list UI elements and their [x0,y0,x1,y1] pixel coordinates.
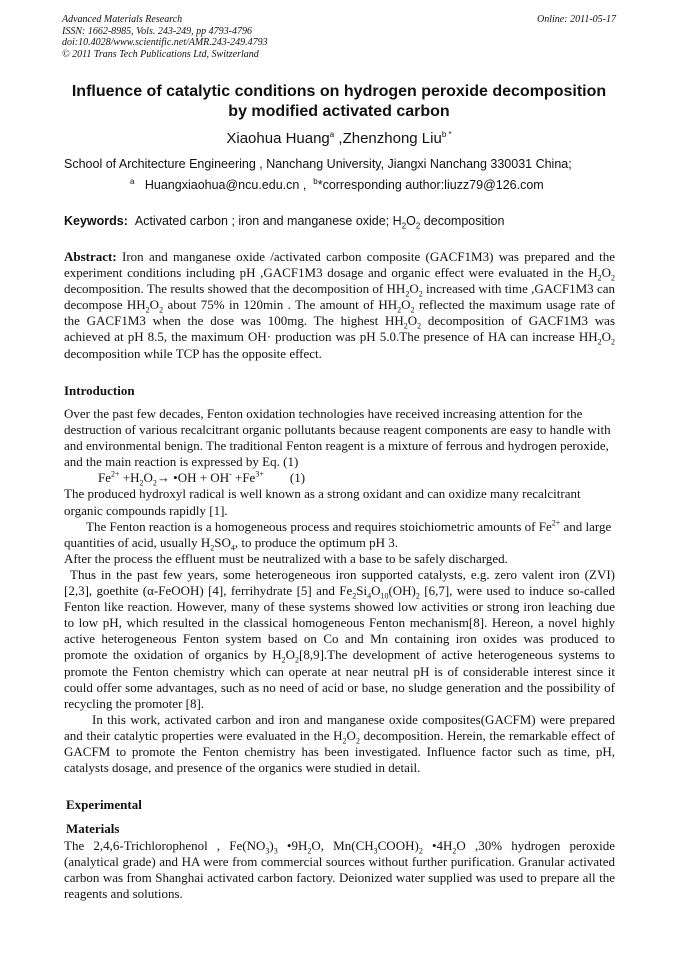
eq-o: O [143,470,153,486]
intro-paragraph-3 [64,519,615,551]
email-b: *corresponding author:liuzz79@126.com [317,178,544,192]
paper-title [62,82,616,122]
equation-number: (1) [289,470,306,486]
p3-text: , to produce the optimum pH 3. [234,534,399,550]
abstract-text: increased with time ,GACF1M3 can decompose H [64,281,615,313]
h: H [387,297,398,313]
o: O [401,297,411,313]
sub: 2 [145,305,150,315]
sub: 2 [452,846,457,856]
introduction [64,406,615,776]
sub: 2 [352,591,357,601]
author-2-mark: b * [441,130,452,139]
sub: 2 [281,656,286,665]
o: O [601,329,611,345]
p5-o: O [371,583,381,599]
equation-1 [64,470,615,486]
email-a-mark: a [130,176,135,186]
sub: 2 [342,736,347,746]
m-text: •4H [422,838,453,853]
p5-text: Thus in the past few years, some heterogeneous iron supported catalysts, e.g. zero valent iron (ZVI) [2,3], goethite (α-FeOOH) [4], ferrihydrate [5] and Fe [64,566,615,599]
m-text: The 2,4,6-Trichlorophenol , Fe(NO [64,838,266,853]
abstract-label: Abstract: [64,249,117,264]
experimental-heading: Experimental [66,797,142,812]
intro-paragraph-5 [64,567,615,712]
kw-sub: 2 [401,221,407,231]
issn: ISSN: 1662-8985, Vols. 243-249, pp 4793-4796 [62,25,252,37]
sub: 2 [405,289,410,299]
eq-sup: 2+ [111,470,120,480]
sub: 4 [367,591,372,601]
emails [130,178,544,193]
sub: 2 [397,305,402,315]
m-text: COOH) [377,838,419,853]
m-text: O ,30% hydrogen peroxide (analytical grade) and HA were from commercial sources without further purification. Granular activated carbon was from Shanghai activated carbon factory. Deionized water supplied was used to prepare all the reagents and solutions. [64,838,615,902]
online-date: Online: 2011-05-17 [537,14,616,25]
intro-paragraph-2: The produced hydroxyl radical is well known as a strong oxidant and can oxidize many recalcitrant organic compounds rapidly [1]. [64,486,581,518]
sub: 2 [597,338,602,348]
keywords-text: Activated carbon ; iron and manganese oxide; H [134,214,402,228]
eq-sup: 3+ [255,470,264,480]
abstract-text: reflected the maximum usage rate of the GACF1M3 when the dose was 100mg. The highest H [64,297,615,329]
m-text: •9H [277,838,308,853]
email-b-mark: b [313,176,318,186]
p6-text: In this work, activated carbon and iron and manganese oxide composites(GACFM) were prepared and their catalytic properties were evaluated in the H [64,711,615,743]
p3-text: and large quantities of acid, usually H [64,518,612,550]
author-1-mark: a [329,130,335,139]
sub: 2 [403,321,408,331]
sub: 2 [418,289,423,299]
sub: 2 [418,846,423,856]
sub: 2 [611,273,615,283]
p3-text: The Fenton reaction is a homogeneous process and requires stoichiometric amounts of Fe [86,518,552,534]
m-text: O, Mn(CH [311,838,374,853]
eq-arrow: → •OH + OH [156,470,230,486]
o: O [407,313,418,329]
materials-heading: Materials [66,821,120,836]
p5-text: [8,9].The development of active heterogeneous systems to promote the Fenton chemistry which can operate at near neutral pH is of considerable interest since it could offer some advantages, such as no need of acid or base, no sludge generation and the possibility of recycling the promoter [8]. [64,647,615,711]
sub: 10 [380,591,389,601]
h: H [394,313,404,329]
eq-fe: Fe [98,470,111,486]
p5-text: [6,7], were used to induce so-called Fenton like reaction. However, many of these systems showed low activities or strong iron leaching due to low pH, which resulted in the classical homogeneous Fenton mechanism[8]. Hereon, a novel highly active heterogeneous Fenton system based on Co and Mn containing iron oxides was produced to promote the oxidation of organics by H [64,583,615,663]
journal-name: Advanced Materials Research [62,14,183,25]
p6-text: decomposition. Herein, the remarkable effect of GACFM to promote the Fenton chemistry has been investigated. Influence factor such as time, pH, catalysts dosage, and presence of the organics were studied in detail. [64,727,615,776]
eq-sub: 2 [152,478,157,488]
o: O [285,647,295,663]
abstract-text: decomposition while TCP has the opposite effect. [64,345,322,361]
sub: 2 [611,338,615,348]
h: H [136,297,146,313]
sub: 2 [307,846,312,856]
title-line-1: Influence of catalytic conditions on hydrogen peroxide decomposition [71,83,607,100]
title-line-2: by modified activated carbon [228,103,450,120]
email-a: Huangxiaohua@ncu.edu.cn , [144,178,307,192]
authors [62,130,616,148]
sub: 3 [373,846,378,856]
abstract-text: decomposition of GACF1M3 was achieved at pH 8.5, the maximum OH· production was pH 5.0.The presence of HA can increase H [64,313,615,345]
introduction-heading: Introduction [64,383,135,398]
eq-sub: 2 [139,478,144,488]
doi: doi:10.4028/www.scientific.net/AMR.243-249.4793 [62,37,268,48]
abstract [64,249,615,362]
keywords [64,213,624,229]
eq-fe3: +Fe [231,470,256,486]
o: O [601,265,611,281]
m-text: ) [269,838,274,853]
intro-paragraph-6 [64,712,615,776]
affiliation: School of Architecture Engineering , Nanchang University, Jiangxi Nanchang 330031 China; [64,157,572,171]
abstract-text: decomposition. The results showed that the decomposition of H [64,281,396,297]
sub: 4 [230,543,235,553]
kw-sub: 2 [415,221,421,231]
sub: 2 [355,736,360,746]
intro-paragraph-1: Over the past few decades, Fenton oxidation technologies have received increasing attention for the destruction of various recalcitrant organic pollutants because reagent components are easy to handle with and environmental benign. The traditional Fenton reagent is a mixture of ferrous and hydrogen peroxide, and the main reaction is expressed by Eq. (1) [64,406,611,470]
o: O [149,297,160,313]
copyright: © 2011 Trans Tech Publications Ltd, Switzerland [62,48,259,60]
abstract-text: about 75% in 120min . The amount of H [163,297,388,313]
sub: 2 [410,305,415,315]
sub: 2 [210,543,215,553]
o: O [346,727,356,743]
kw-o: O [406,214,416,228]
intro-paragraph-4: After the process the effluent must be neutralized with a base to be safely discharged. [64,550,508,566]
p5-si: Si [356,583,368,599]
o: O [409,281,419,297]
sub: 2 [294,656,299,665]
kw-post: decomposition [420,214,505,228]
author-separator: , [334,130,343,147]
p3-text: SO [214,534,231,550]
h: H [395,281,406,297]
h: H [588,329,598,345]
sub: 2 [597,273,602,283]
eq-h: +H [119,470,140,486]
abstract-text: Iron and manganese oxide /activated carbon composite (GACF1M3) was prepared and the experiment conditions including pH ,GACF1M3 dosage and organic effect were evaluated in the H [64,249,615,281]
p5-oh: (OH) [388,583,416,599]
keywords-label: Keywords: [64,214,128,228]
sub: 2 [415,591,420,601]
sub: 2 [159,305,164,315]
materials-paragraph [64,838,615,902]
sub: 2 [417,321,422,331]
author-2: Zhenzhong Liu [342,130,442,147]
sub: 3 [273,846,278,856]
sup: 2+ [551,518,561,528]
sub: 3 [265,846,270,856]
eq-sup: - [229,470,232,480]
author-1: Xiaohua Huang [226,130,330,147]
journal-header [62,14,616,60]
